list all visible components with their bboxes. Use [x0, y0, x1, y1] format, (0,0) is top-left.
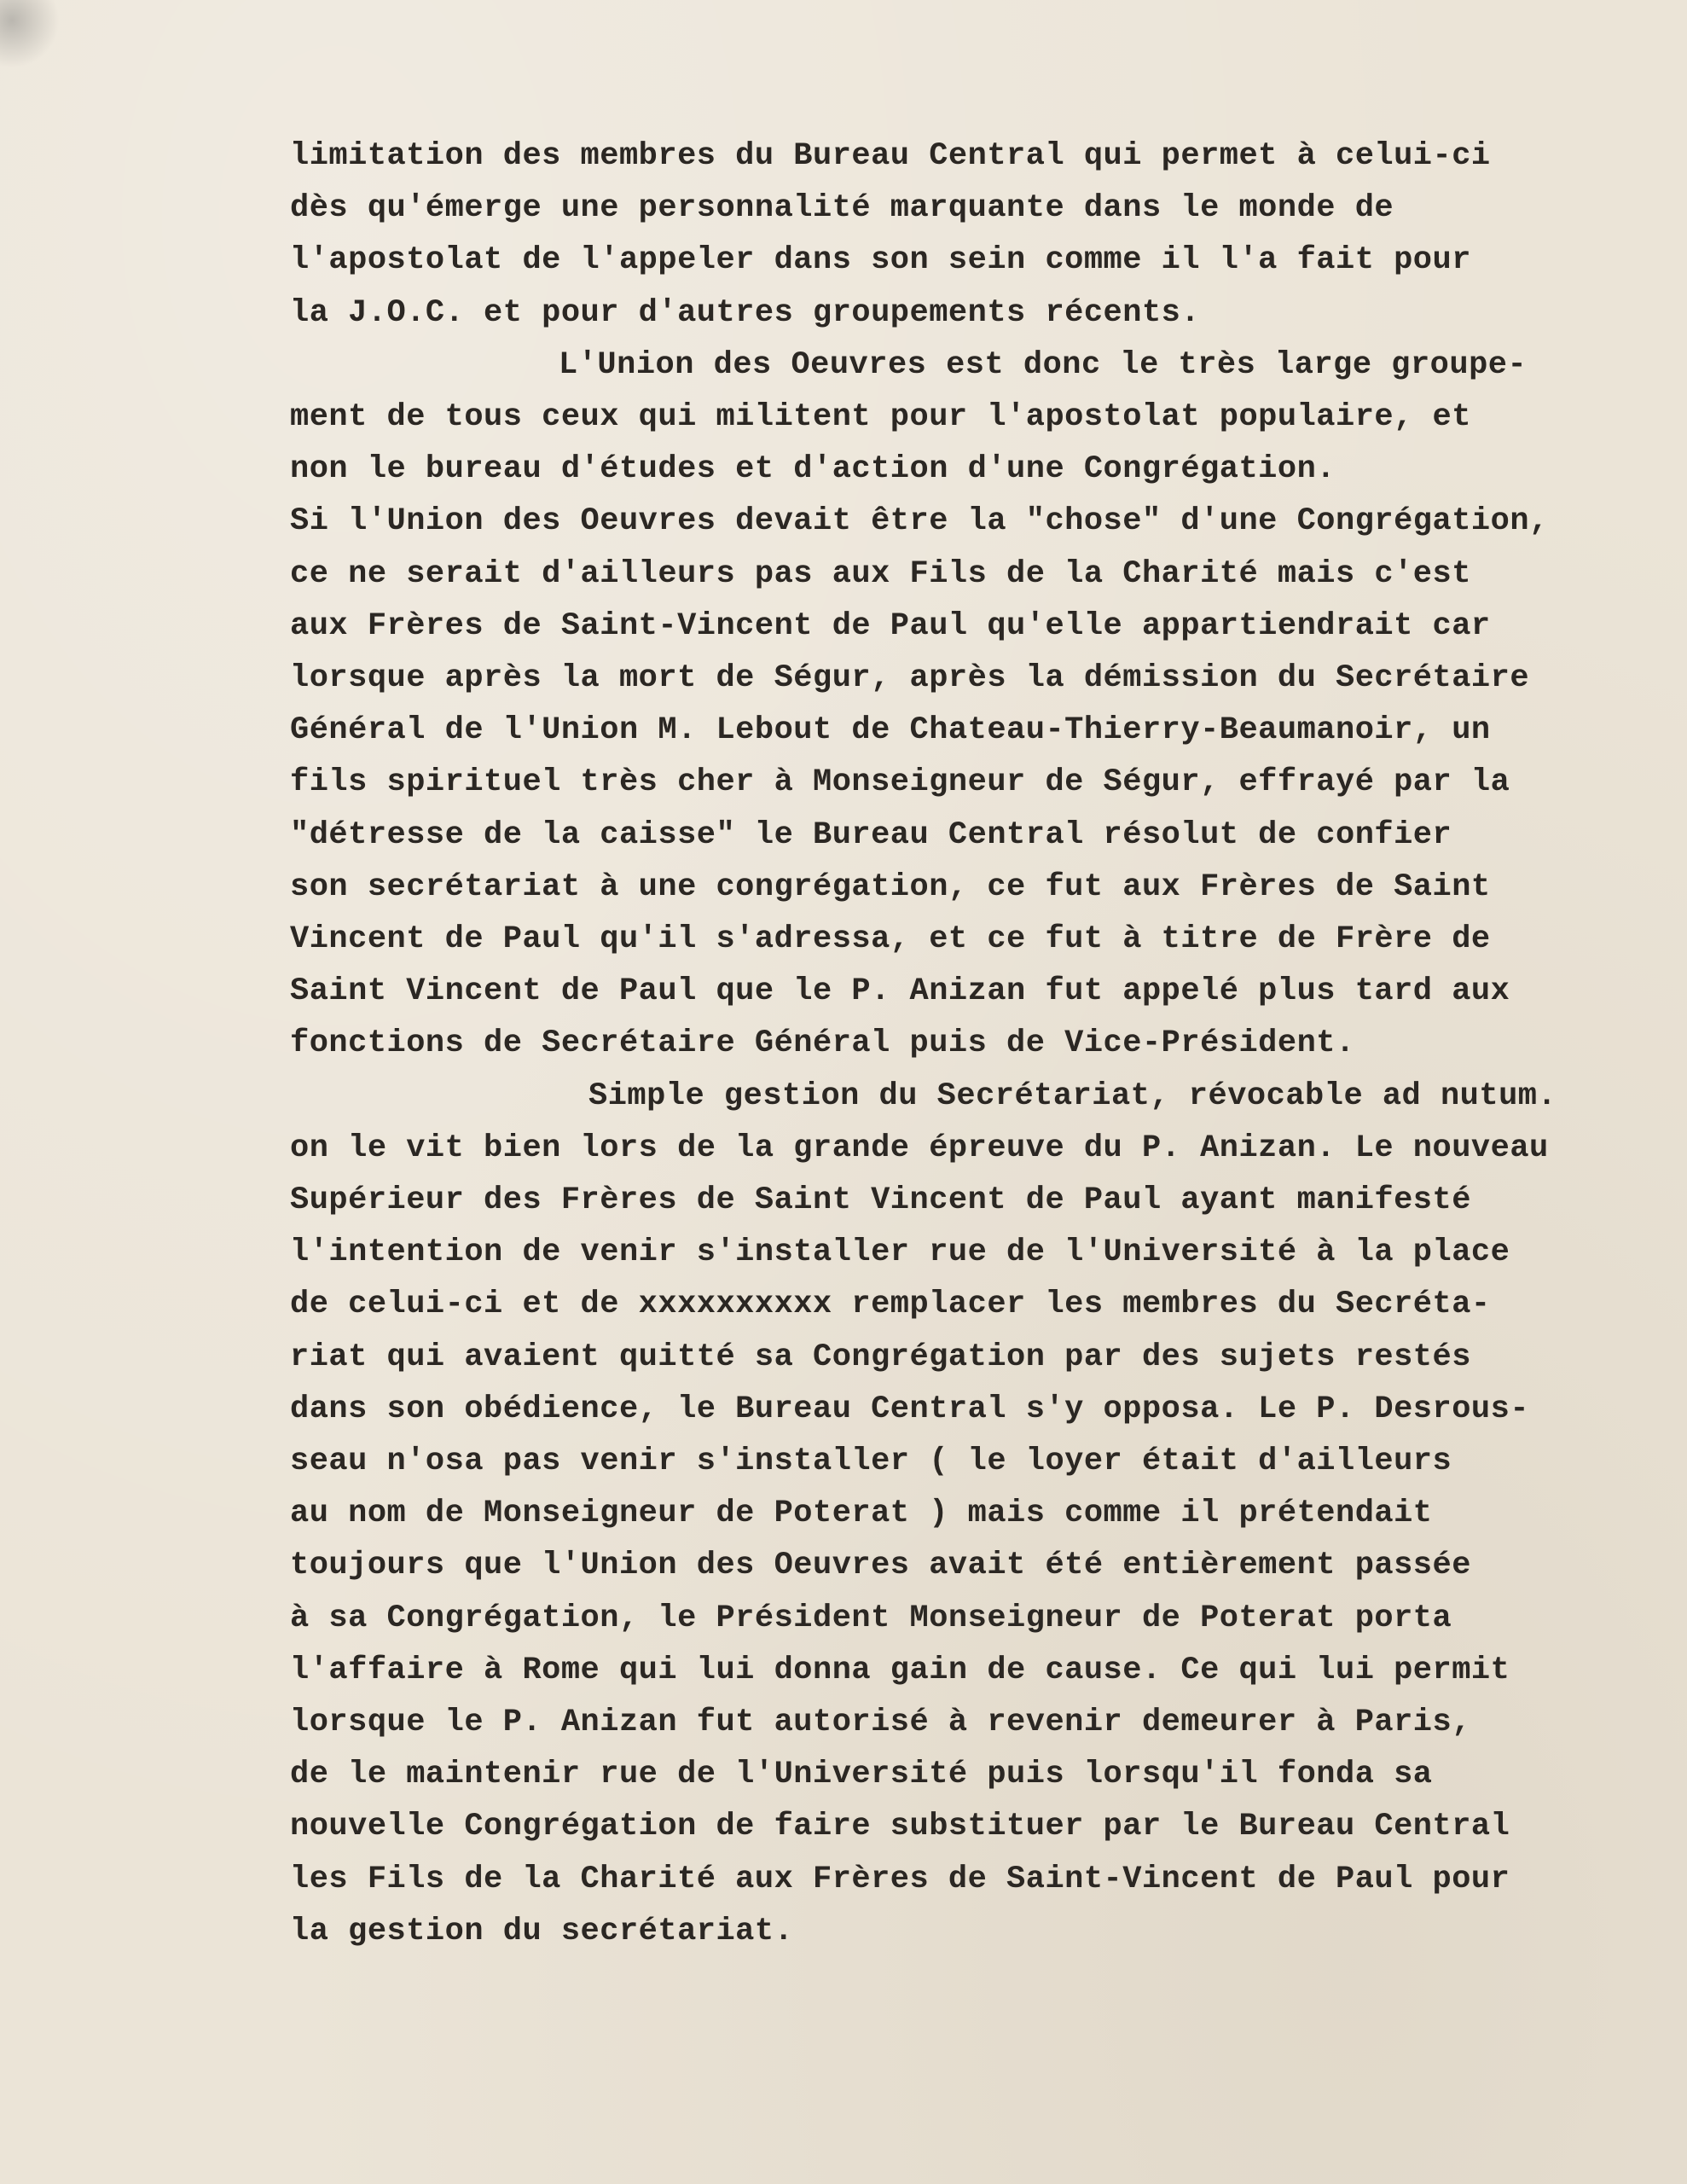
- text-line: on le vit bien lors de la grande épreuve du P. Anizan. Le nouveau: [290, 1130, 1549, 1166]
- text-line: l'apostolat de l'appeler dans son sein comme il l'a fait pour: [290, 242, 1471, 279]
- text-line: dès qu'émerge une personnalité marquante dans le monde de: [290, 190, 1394, 227]
- text-line: les Fils de la Charité aux Frères de Saint-Vincent de Paul pour: [290, 1861, 1510, 1897]
- text-line: "détresse de la caisse" le Bureau Central résolut de confier: [290, 816, 1452, 853]
- text-line: fonctions de Secrétaire Général puis de Vice-Président.: [290, 1025, 1355, 1062]
- text-line: lorsque le P. Anizan fut autorisé à revenir demeurer à Paris,: [290, 1705, 1471, 1740]
- text-line: ment de tous ceux qui militent pour l'apostolat populaire, et: [290, 399, 1471, 435]
- text-line: Général de l'Union M. Lebout de Chateau-Thierry-Beaumanoir, un: [290, 712, 1491, 749]
- text-line: Si l'Union des Oeuvres devait être la "chose" d'une Congrégation,: [290, 503, 1549, 540]
- text-line: au nom de Monseigneur de Poterat ) mais comme il prétendait: [290, 1496, 1433, 1532]
- text-line: de le maintenir rue de l'Université puis lorsqu'il fonda sa: [290, 1757, 1433, 1793]
- text-line: limitation des membres du Bureau Central qui permet à celui-ci: [290, 138, 1491, 174]
- text-line: aux Frères de Saint-Vincent de Paul qu'elle appartiendrait car: [290, 607, 1491, 644]
- text-line: à sa Congrégation, le Président Monseigneur de Poterat porta: [290, 1600, 1452, 1636]
- text-line: seau n'osa pas venir s'installer ( le loyer était d'ailleurs: [290, 1443, 1452, 1479]
- text-line: la J.O.C. et pour d'autres groupements récents.: [290, 294, 1201, 331]
- text-line: Vincent de Paul qu'il s'adressa, et ce fut à titre de Frère de: [290, 921, 1491, 957]
- text-line: fils spirituel très cher à Monseigneur de Ségur, effrayé par la: [290, 764, 1510, 801]
- text-line: l'affaire à Rome qui lui donna gain de cause. Ce qui lui permit: [290, 1652, 1510, 1688]
- text-line: L'Union des Oeuvres est donc le très large groupe-: [559, 346, 1528, 383]
- text-line: non le bureau d'études et d'action d'une Congrégation.: [290, 451, 1336, 488]
- text-line: lorsque après la mort de Ségur, après la démission du Secrétaire: [290, 660, 1530, 696]
- text-line: son secrétariat à une congrégation, ce fut aux Frères de Saint: [290, 868, 1491, 905]
- text-line: riat qui avaient quitté sa Congrégation par des sujets restés: [290, 1339, 1471, 1375]
- text-line: toujours que l'Union des Oeuvres avait été entièrement passée: [290, 1548, 1471, 1584]
- text-line: ce ne serait d'ailleurs pas aux Fils de la Charité mais c'est: [290, 555, 1471, 592]
- text-line: Supérieur des Frères de Saint Vincent de Paul ayant manifesté: [290, 1182, 1471, 1218]
- text-line: Simple gestion du Secrétariat, révocable ad nutum.: [588, 1077, 1557, 1114]
- text-line: la gestion du secrétariat.: [290, 1913, 794, 1949]
- text-line: l'intention de venir s'installer rue de l'Université à la place: [290, 1234, 1510, 1271]
- text-line: nouvelle Congrégation de faire substituer par le Bureau Central: [290, 1809, 1510, 1845]
- page-edge-shadow: [0, 0, 60, 68]
- text-line: dans son obédience, le Bureau Central s'y opposa. Le P. Desrous-: [290, 1391, 1530, 1427]
- text-line: Saint Vincent de Paul que le P. Anizan fut appelé plus tard aux: [290, 973, 1510, 1010]
- text-line: de celui-ci et de xxxxxxxxxx remplacer les membres du Secréta-: [290, 1287, 1491, 1323]
